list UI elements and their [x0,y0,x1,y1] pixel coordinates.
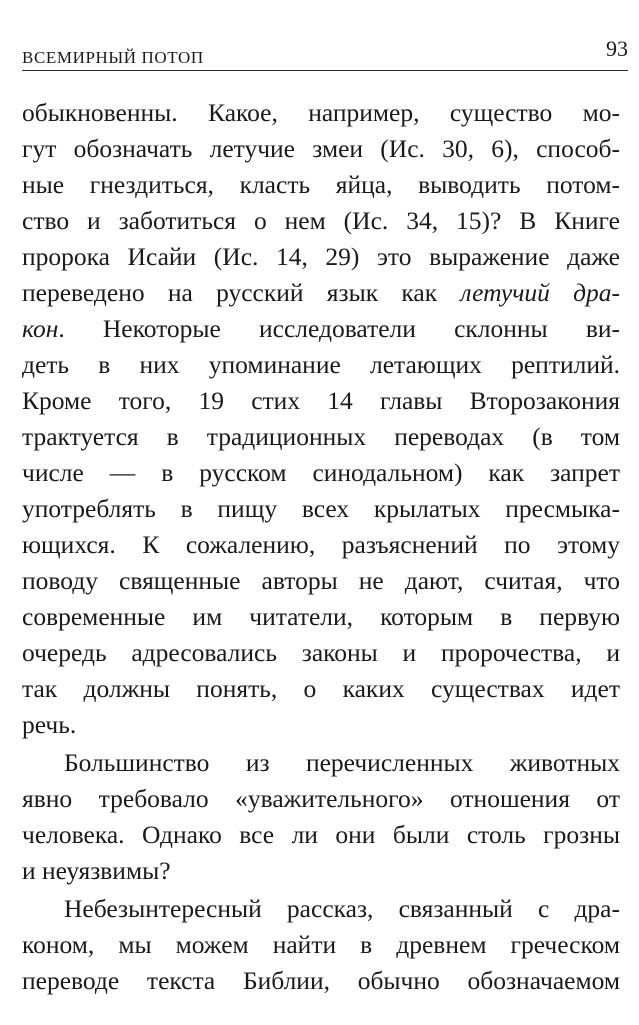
text-line [22,527,620,563]
text-line [22,347,620,383]
text-line [22,891,620,927]
text-run: и неуязвимы? [22,856,171,885]
text-run: Небезынтересный рассказ, связанный с дра- [64,894,620,923]
text-line [22,167,620,203]
text-run: поводу священные авторы не дают, считая, что [22,566,620,595]
text-run: переведено на русский язык как [22,278,461,307]
text-run: обыкновенны. Какое, например, существо мо- [22,98,620,127]
text-line [22,853,620,889]
italic-text-run: кон [22,314,59,343]
text-line [22,95,620,131]
text-run: ные гнездиться, класть яйца, выводить потом- [22,170,620,199]
text-run: ющихся. К сожалению, разъяснений по этому [22,530,620,559]
page-number: 93 [606,36,628,61]
running-title: ВСЕМИРНЫЙ ПОТОП [22,48,204,67]
italic-text-run: летучий дра- [460,278,621,307]
text-run: ство и заботиться о нем (Ис. 34, 15)? В Книге [22,206,620,235]
text-line [22,599,620,635]
text-line [22,707,620,743]
text-run: числе — в русском синодальном) как запрет [22,458,620,487]
text-run: Большинство из перечисленных животных [64,748,620,777]
text-run: человека. Однако все ли они были столь грозны [22,820,620,849]
text-line [22,203,620,239]
text-line [22,491,620,527]
text-run: очередь адресовались законы и пророчества, и [22,638,620,667]
text-run: употреблять в пищу всех крылатых пресмыка- [22,494,620,523]
text-run: переводе текста Библии, обычно обозначаемом [22,966,620,995]
text-line [22,817,620,853]
text-run: . Некоторые исследователи склонны ви- [58,314,620,343]
text-run: коном, мы можем найти в древнем греческом [22,930,620,959]
text-line [22,635,620,671]
text-line [22,963,620,999]
text-run: речь. [22,710,77,739]
text-line [22,927,620,963]
text-run: деть в них упоминание летающих рептилий. [22,350,620,379]
text-run: так должны понять, о каких существах идет [22,674,620,703]
text-line [22,419,620,455]
text-run: явно требовало «уважительного» отношения от [22,784,620,813]
running-head [22,36,628,71]
text-line [22,275,620,311]
text-line [22,455,620,491]
text-run: пророка Исайи (Ис. 14, 29) это выражение даже [22,242,620,271]
text-run: трактуется в традиционных переводах (в том [22,422,620,451]
text-run: гут обозначать летучие змеи (Ис. 30, 6), способ- [22,134,620,163]
text-line [22,239,620,275]
text-line [22,745,620,781]
text-line [22,311,620,347]
text-run: современные им читатели, которым в первую [22,602,620,631]
text-line [22,563,620,599]
text-run: Кроме того, 19 стих 14 главы Второзакония [22,386,620,415]
text-line [22,781,620,817]
text-line [22,131,620,167]
body-text [22,95,620,999]
text-line [22,671,620,707]
text-line [22,383,620,419]
